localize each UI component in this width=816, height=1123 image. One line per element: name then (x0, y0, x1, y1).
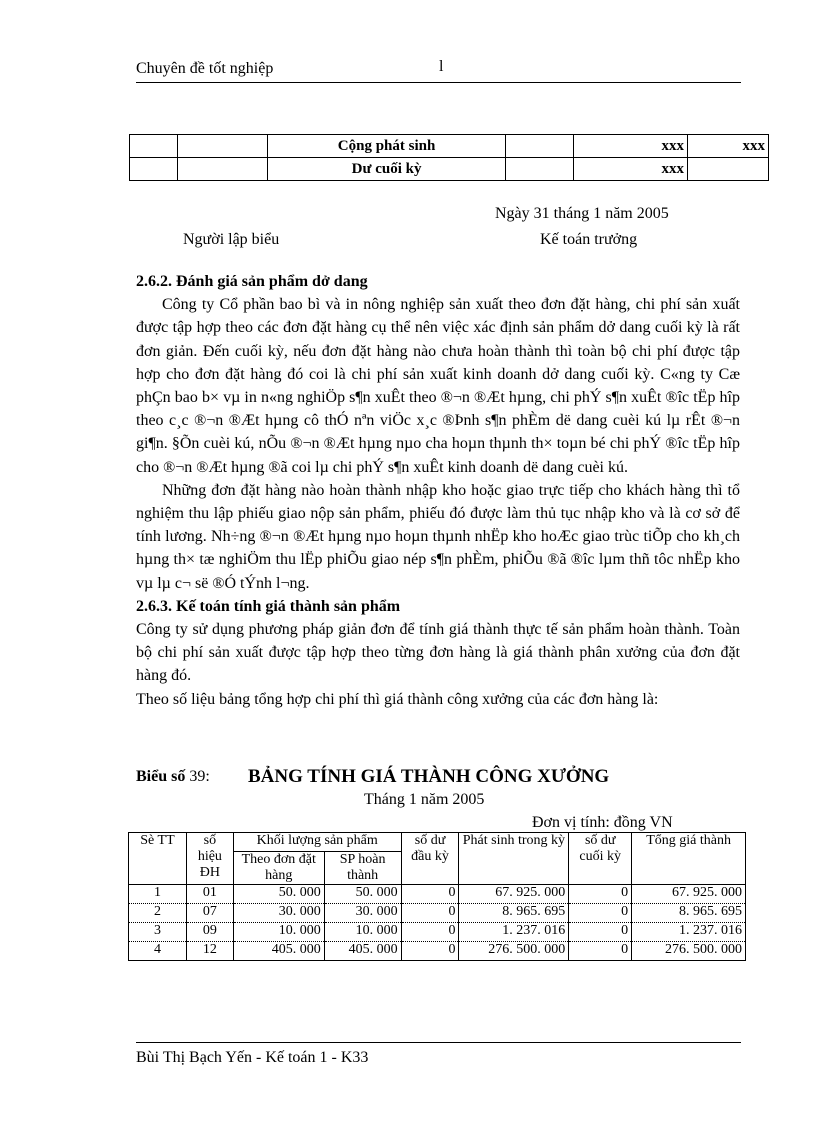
cell-finished: 30. 000 (324, 904, 401, 923)
cell-order-no: 07 (186, 904, 233, 923)
table-header-row (129, 833, 746, 852)
cost-table (128, 832, 746, 961)
header-closing: số dư cuối kỳ (569, 833, 632, 885)
cell-order-no: 01 (186, 885, 233, 904)
signature-date: Ngày 31 tháng 1 năm 2005 (495, 205, 669, 222)
paragraph: Theo số liệu bảng tổng hợp chi phí thì giá thành công xưởng của các đơn hàng là: (136, 690, 659, 708)
cell-total: 67. 925. 000 (632, 885, 746, 904)
cell-by-order: 10. 000 (233, 923, 324, 942)
header-order-no: số hiệu ĐH (186, 833, 233, 885)
row-label: Cộng phát sinh (267, 135, 506, 158)
table-row (130, 135, 769, 158)
cell-incurred: 1. 237. 016 (459, 923, 569, 942)
header-opening: số dư đầu kỳ (401, 833, 459, 885)
cell-total: 1. 237. 016 (632, 923, 746, 942)
cell-stt: 3 (129, 923, 187, 942)
header-finished: SP hoàn thành (324, 852, 401, 885)
header-volume: Khối lượng sản phẩm (233, 833, 401, 852)
cell-opening: 0 (401, 942, 459, 961)
form-period: Tháng 1 năm 2005 (364, 791, 485, 808)
table-row (129, 885, 746, 904)
table-row (129, 904, 746, 923)
paragraph: Những đơn đặt hàng nào hoàn thành nhập kho hoặc giao trực tiếp cho khách hàng thì tổ nghiệm thu lập phiếu giao nộp sản phẩm, phiếu đó được làm thủ tục nhập kho và là cơ sở để tính lương. Nh÷ng ®¬n ®Æt hµng nµo hoµn thµnh nhËp kho hoÆc giao trùc tiÕp cho kh¸ch hµng th× tæ nghiÖm thu lËp phiÕu giao nép s¶n phÈm, phiÕu ®ã ®îc lµm thñ tôc nhËp kho vµ lµ c¬ së ®Ó tÝnh l¬ng. (136, 481, 740, 592)
header-incurred: Phát sinh trong kỳ (459, 833, 569, 885)
accountant-label: Kế toán trưởng (540, 231, 638, 248)
paragraph: Công ty Cổ phần bao bì và in nông nghiệp sản xuất theo đơn đặt hàng, chi phí sản xuất được tập hợp theo các đơn đặt hàng cụ thể nên việc xác định sản phẩm dở dang cuối kỳ là rất đơn giản. Đến cuối kỳ, nếu đơn đặt hàng nào chưa hoàn thành thì toàn bộ chi phí được tập hợp cho đơn đặt hàng đó coi là chi phí sản xuất kinh doanh dở dang cuối kỳ. C«ng ty Cæ phÇn bao b× vµ in n«ng nghiÖp s¶n xuÊt theo ®¬n ®Æt hµng, chi phÝ s¶n xuÊt ®îc tËp hîp theo c¸c ®¬n ®Æt hµng cô thÓ nªn viÖc x¸c ®Þnh s¶n phÈm dë dang cuèi kú lµ rÊt ®¬n gi¶n. §Õn cuèi kú, nÕu ®¬n ®Æt hµng nµo cha hoµn thµnh th× toµn bé chi phÝ ®îc tËp hîp cho ®¬n ®Æt hµng ®ã coi lµ chi phÝ s¶n xuÊt kinh doanh dë dang cuèi kú. (136, 296, 740, 476)
preparer-label: Người lập biểu (183, 231, 280, 248)
cell-closing: 0 (569, 942, 632, 961)
form-title: BẢNG TÍNH GIÁ THÀNH CÔNG XƯỞNG (248, 766, 610, 787)
row-label: Dư cuối kỳ (267, 158, 506, 181)
cell-finished: 405. 000 (324, 942, 401, 961)
page-footer (136, 1042, 741, 1067)
cell-stt: 4 (129, 942, 187, 961)
summary-table (129, 134, 769, 181)
cell-incurred: 67. 925. 000 (459, 885, 569, 904)
cell-total: 276. 500. 000 (632, 942, 746, 961)
cell-opening: 0 (401, 923, 459, 942)
page-number: l (439, 58, 444, 75)
cell-incurred: 276. 500. 000 (459, 942, 569, 961)
header-stt: Sè TT (129, 833, 187, 885)
cell-opening: 0 (401, 885, 459, 904)
cell-by-order: 50. 000 (233, 885, 324, 904)
cell-stt: 1 (129, 885, 187, 904)
cell-finished: 50. 000 (324, 885, 401, 904)
cell-by-order: 30. 000 (233, 904, 324, 923)
form-number: Biểu số 39: (136, 768, 210, 785)
cell-opening: 0 (401, 904, 459, 923)
section-heading: 2.6.2. Đánh giá sản phẩm dở dang (136, 273, 368, 290)
cell-by-order: 405. 000 (233, 942, 324, 961)
author-line: Bùi Thị Bạch Yến - Kế toán 1 - K33 (136, 1049, 369, 1066)
table-row (130, 158, 769, 181)
cell-order-no: 12 (186, 942, 233, 961)
cell-order-no: 09 (186, 923, 233, 942)
cell-closing: 0 (569, 885, 632, 904)
document-title: Chuyên đề tốt nghiệp (136, 60, 274, 77)
table-row (129, 942, 746, 961)
credit-value (688, 158, 769, 181)
section-heading: 2.6.3. Kế toán tính giá thành sản phẩm (136, 597, 401, 615)
page-header (136, 58, 741, 83)
cell-stt: 2 (129, 904, 187, 923)
debit-value: xxx (574, 135, 688, 158)
currency-unit: Đơn vị tính: đồng VN (532, 814, 673, 831)
header-total: Tổng giá thành (632, 833, 746, 885)
cell-closing: 0 (569, 904, 632, 923)
header-by-order: Theo đơn đặt hàng (233, 852, 324, 885)
cell-incurred: 8. 965. 695 (459, 904, 569, 923)
credit-value: xxx (688, 135, 769, 158)
debit-value: xxx (574, 158, 688, 181)
cell-finished: 10. 000 (324, 923, 401, 942)
paragraph: Công ty sử dụng phương pháp giản đơn để tính giá thành thực tế sản phẩm hoàn thành. Toàn bộ chi phí sản xuất được tập hợp theo từng đơn hàng là giá thành phân xưởng của đơn đặt hàng đó. (136, 621, 740, 685)
cell-total: 8. 965. 695 (632, 904, 746, 923)
cell-closing: 0 (569, 923, 632, 942)
table-row (129, 923, 746, 942)
section-262 (136, 270, 740, 711)
